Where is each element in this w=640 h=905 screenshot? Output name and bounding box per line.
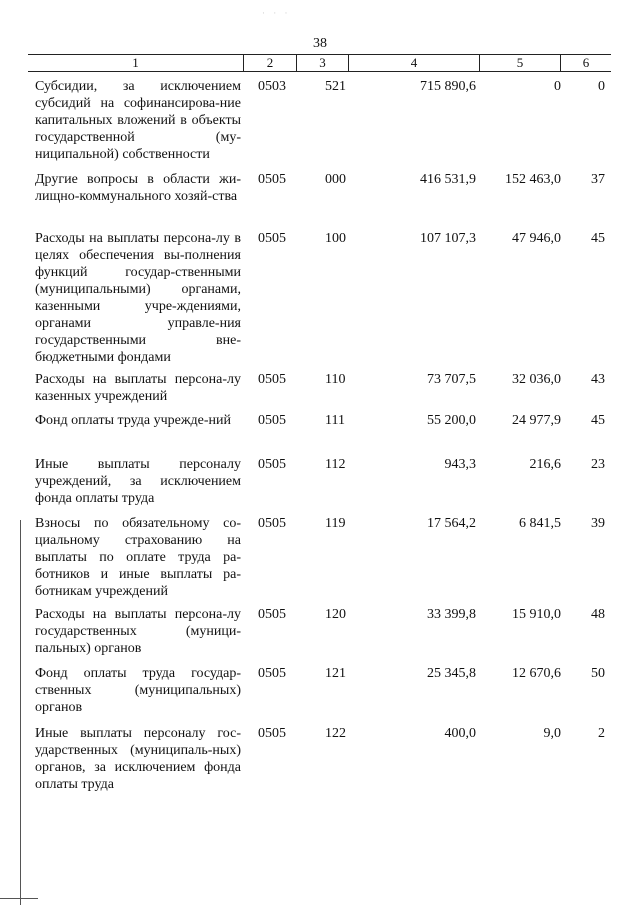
row-value-3: 2 — [598, 726, 605, 741]
row-section: 0505 — [258, 607, 286, 622]
scan-margin-line — [20, 520, 21, 905]
row-name: Другие вопросы в области жи-лищно-коммунального хозяй-ства — [35, 172, 241, 204]
row-section: 0505 — [258, 372, 286, 387]
row-code: 112 — [325, 457, 346, 472]
scan-bottom-line — [0, 898, 38, 899]
row-section: 0505 — [258, 413, 286, 428]
row-section: 0505 — [258, 457, 286, 472]
row-value-1: 400,0 — [444, 726, 476, 741]
row-name: Расходы на выплаты персона-лу государственных (муници-пальных) органов — [35, 607, 241, 656]
row-value-2: 152 463,0 — [505, 172, 561, 187]
table-row — [28, 515, 611, 600]
table-row — [28, 665, 611, 716]
row-value-3: 50 — [591, 666, 605, 681]
row-code: 100 — [325, 231, 346, 246]
header-col-1: 1 — [28, 55, 244, 71]
table-row — [28, 456, 611, 507]
row-section: 0505 — [258, 666, 286, 681]
header-col-5: 5 — [480, 55, 561, 71]
row-name: Фонд оплаты труда учрежде-ний — [35, 413, 231, 428]
row-section: 0503 — [258, 79, 286, 94]
row-value-2: 9,0 — [543, 726, 561, 741]
header-col-2: 2 — [244, 55, 297, 71]
row-value-3: 23 — [591, 457, 605, 472]
table-row — [28, 171, 611, 205]
row-value-1: 943,3 — [444, 457, 476, 472]
row-value-2: 32 036,0 — [512, 372, 561, 387]
table-row — [28, 606, 611, 657]
row-value-3: 45 — [591, 413, 605, 428]
row-section: 0505 — [258, 516, 286, 531]
row-value-1: 17 564,2 — [427, 516, 476, 531]
row-section: 0505 — [258, 172, 286, 187]
row-name: Расходы на выплаты персона-лу казенных учреждений — [35, 372, 241, 404]
row-value-2: 216,6 — [529, 457, 561, 472]
row-value-1: 416 531,9 — [420, 172, 476, 187]
row-name: Фонд оплаты труда государ-ственных (муниципальных) органов — [35, 666, 241, 715]
row-name: Взносы по обязательному со-циальному страхованию на выплаты по оплате труда ра-ботников и иные выплаты ра-ботникам учреждений — [35, 516, 241, 599]
table-row — [28, 230, 611, 366]
row-value-3: 39 — [591, 516, 605, 531]
row-code: 120 — [325, 607, 346, 622]
row-code: 119 — [325, 516, 346, 531]
row-name: Расходы на выплаты персона-лу в целях обеспечения вы-полнения функций государ-ственными (муниципальными) органами, казенными учре-ждениями, органами управле-ния государственными вне-бюджетными фондами — [35, 231, 241, 365]
faint-stamp: · · · — [262, 8, 291, 18]
row-section: 0505 — [258, 231, 286, 246]
row-code: 121 — [325, 666, 346, 681]
row-name: Субсидии, за исключением субсидий на софинансирова-ние капитальных вложений в объекты государственной (му-ниципальной) собственности — [35, 79, 241, 162]
row-value-1: 107 107,3 — [420, 231, 476, 246]
header-col-3: 3 — [297, 55, 349, 71]
table-row — [28, 725, 611, 793]
row-value-2: 15 910,0 — [512, 607, 561, 622]
row-value-2: 0 — [554, 79, 561, 94]
row-value-1: 25 345,8 — [427, 666, 476, 681]
page-number: 38 — [313, 36, 327, 51]
row-value-3: 43 — [591, 372, 605, 387]
row-value-2: 24 977,9 — [512, 413, 561, 428]
row-code: 111 — [325, 413, 345, 428]
row-value-1: 55 200,0 — [427, 413, 476, 428]
row-code: 122 — [325, 726, 346, 741]
header-col-6: 6 — [582, 55, 590, 70]
row-value-3: 37 — [591, 172, 605, 187]
row-value-1: 73 707,5 — [427, 372, 476, 387]
table-row — [28, 371, 611, 405]
row-value-1: 33 399,8 — [427, 607, 476, 622]
row-name: Иные выплаты персоналу гос-ударственных (муниципаль-ных) органов, за исключением фонда оплаты труда — [35, 726, 241, 792]
row-name: Иные выплаты персоналу учреждений, за исключением фонда оплаты труда — [35, 457, 241, 506]
row-value-3: 48 — [591, 607, 605, 622]
row-value-3: 45 — [591, 231, 605, 246]
table-row — [28, 412, 611, 429]
row-value-1: 715 890,6 — [420, 79, 476, 94]
row-value-2: 47 946,0 — [512, 231, 561, 246]
row-value-2: 6 841,5 — [519, 516, 561, 531]
header-col-4: 4 — [349, 55, 480, 71]
row-value-3: 0 — [598, 79, 605, 94]
row-value-2: 12 670,6 — [512, 666, 561, 681]
table-header — [28, 54, 611, 72]
row-code: 110 — [325, 372, 346, 387]
row-code: 521 — [325, 79, 346, 94]
row-code: 000 — [325, 172, 346, 187]
table-row — [28, 78, 611, 163]
row-section: 0505 — [258, 726, 286, 741]
